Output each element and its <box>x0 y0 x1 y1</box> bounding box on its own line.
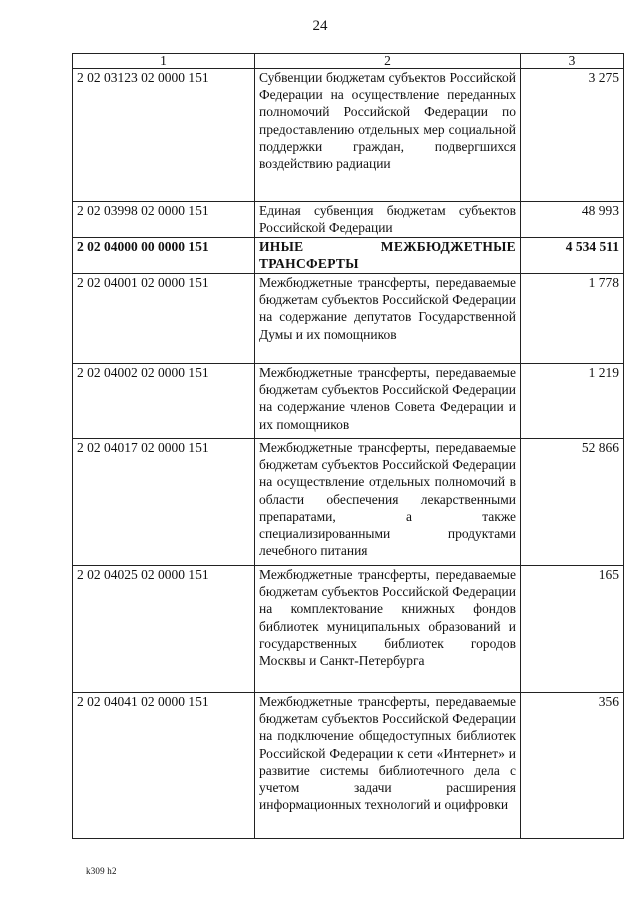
row-code: 2 02 04001 02 0000 151 <box>73 274 255 364</box>
row-description: Межбюджетные трансферты, передаваемые бюджетам субъектов Российской Федерации на содержание депутатов Государственной Думы и их помощников <box>255 274 521 364</box>
table-row <box>73 566 624 693</box>
table-row <box>73 693 624 839</box>
footer-document-code: k309 h2 <box>86 866 117 876</box>
table-row <box>73 69 624 202</box>
row-amount: 52 866 <box>521 439 624 566</box>
row-code: 2 02 03998 02 0000 151 <box>73 202 255 238</box>
row-code: 2 02 04041 02 0000 151 <box>73 693 255 839</box>
row-amount: 4 534 511 <box>521 238 624 274</box>
table-row <box>73 439 624 566</box>
row-description: Субвенции бюджетам субъектов Российской Федерации на осуществление переданных полномочий Российской Федерации по предоставлению отдельных мер социальной поддержки граждан, подвергшихся воздействию радиации <box>255 69 521 202</box>
row-amount: 3 275 <box>521 69 624 202</box>
table-row <box>73 274 624 364</box>
row-amount: 1 219 <box>521 364 624 439</box>
row-description: Межбюджетные трансферты, передаваемые бюджетам субъектов Российской Федерации на подключение общедоступных библиотек Российской Федерации к сети «Интернет» и развитие системы библиотечного дела с учетом задачи расширения информационных технологий и оцифровки <box>255 693 521 839</box>
table-row <box>73 364 624 439</box>
page-number: 24 <box>312 18 328 34</box>
row-description: Единая субвенция бюджетам субъектов Российской Федерации <box>255 202 521 238</box>
row-code: 2 02 04002 02 0000 151 <box>73 364 255 439</box>
row-amount: 356 <box>521 693 624 839</box>
row-code: 2 02 04017 02 0000 151 <box>73 439 255 566</box>
row-amount: 1 778 <box>521 274 624 364</box>
table-header-row <box>73 54 624 69</box>
table-row-section-total <box>73 238 624 274</box>
row-code: 2 02 04025 02 0000 151 <box>73 566 255 693</box>
column-header-2: 2 <box>255 54 521 69</box>
table-row <box>73 202 624 238</box>
row-amount: 48 993 <box>521 202 624 238</box>
column-header-1: 1 <box>73 54 255 69</box>
column-header-3: 3 <box>521 54 624 69</box>
row-code: 2 02 03123 02 0000 151 <box>73 69 255 202</box>
row-description: Межбюджетные трансферты, передаваемые бюджетам субъектов Российской Федерации на содержание членов Совета Федерации и их помощников <box>255 364 521 439</box>
row-description: Межбюджетные трансферты, передаваемые бюджетам субъектов Российской Федерации на осуществление отдельных полномочий в области обеспечения лекарственными препаратами, а также специализированными продуктами лечебного питания <box>255 439 521 566</box>
row-code: 2 02 04000 00 0000 151 <box>73 238 255 274</box>
row-amount: 165 <box>521 566 624 693</box>
row-description: Межбюджетные трансферты, передаваемые бюджетам субъектов Российской Федерации на комплектование книжных фондов библиотек муниципальных образований и государственных библиотек городов Москвы и Санкт-Петербурга <box>255 566 521 693</box>
row-description: ИНЫЕ МЕЖБЮДЖЕТНЫЕ ТРАНСФЕРТЫ <box>255 238 521 274</box>
budget-table <box>72 53 624 839</box>
